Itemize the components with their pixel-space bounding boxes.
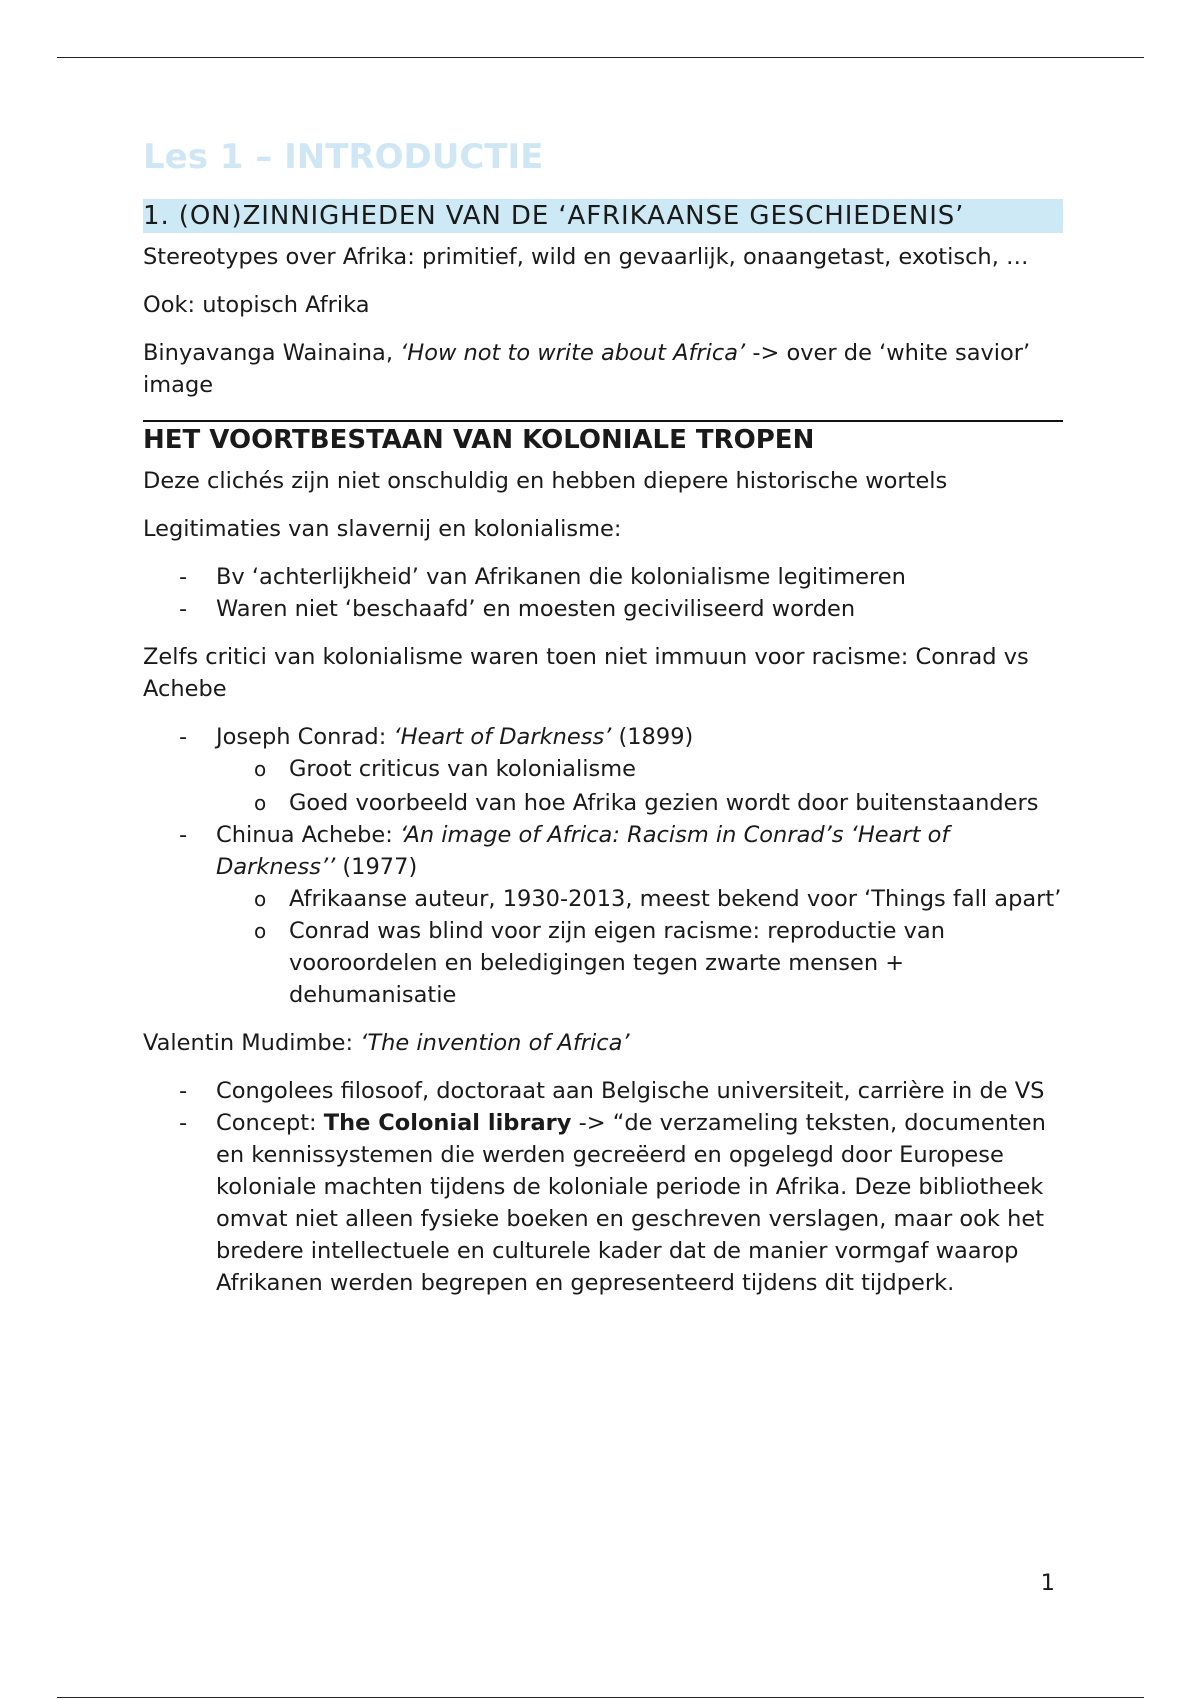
paragraph-mudimbe: Valentin Mudimbe: ‘The invention of Africa’ [143,1030,630,1056]
list-item-colonial-library: - Concept: The Colonial library -> “de verzameling teksten, documenten en kennissystemen die werden gecreëerd en opgelegd door Europese koloniale machten tijdens de koloniale periode in Afrika. Deze bibliotheek omvat niet alleen fysieke boeken en geschreven verslagen, maar ook het bredere intellectuele en culturele kader dat de manier vormgaf waarop Afrikanen werden begrepen en gepresenteerd tijdens dit tijdperk. [179,1110,1046,1296]
header-rule [57,57,1144,58]
sublist-item: o Groot criticus van kolonialisme [254,756,636,782]
list-legitimaties [143,561,1063,625]
sublist-item: o Goed voorbeeld van hoe Afrika gezien wordt door buitenstaanders [254,790,1039,816]
list-conrad-achebe [143,721,1063,1011]
page-number: 1 [1040,1570,1055,1596]
paragraph-cliches: Deze clichés zijn niet onschuldig en hebben diepere historische wortels [143,468,948,494]
list-item: - Bv ‘achterlijkheid’ van Afrikanen die kolonialisme legitimeren [179,564,906,590]
section-heading-2: HET VOORTBESTAAN VAN KOLONIALE TROPEN [143,420,1063,457]
list-mudimbe [143,1075,1063,1299]
sublist-item: o Conrad was blind voor zijn eigen racisme: reproductie van vooroordelen en beledigingen tegen zwarte mensen + dehumanisatie [254,918,945,1008]
paragraph-stereotypes: Stereotypes over Afrika: primitief, wild en gevaarlijk, onaangetast, exotisch, … [143,244,1029,270]
paragraph-critici: Zelfs critici van kolonialisme waren toen niet immuun voor racisme: Conrad vs Achebe [143,644,1029,702]
list-item-achebe: - Chinua Achebe: ‘An image of Africa: Racism in Conrad’s ‘Heart of Darkness’’ (1977) o Afrikaanse auteur, 1930-2013, meest bekend voor ‘Things fall apart’ o Conrad was blind voor zijn eigen racisme: reproductie van vooroordelen en beledigingen tegen zwarte mensen + dehumanisatie [143,819,1063,1011]
document-body [143,135,1063,1315]
sublist-conrad [216,753,1063,819]
footer-rule [57,1697,1144,1698]
paragraph-wainaina: Binyavanga Wainaina, ‘How not to write about Africa’ -> over de ‘white savior’ image [143,340,1031,398]
paragraph-legitimaties: Legitimaties van slavernij en kolonialisme: [143,516,622,542]
sublist-achebe [216,883,1063,1011]
sublist-item: o Afrikaanse auteur, 1930-2013, meest bekend voor ‘Things fall apart’ [254,886,1062,912]
list-item: - Congolees filosoof, doctoraat aan Belgische universiteit, carrière in de VS [179,1078,1045,1104]
section-heading-1: 1. (ON)ZINNIGHEDEN VAN DE ‘AFRIKAANSE GESCHIEDENIS’ [143,199,1063,233]
paragraph-utopisch: Ook: utopisch Afrika [143,292,370,318]
list-item: - Waren niet ‘beschaafd’ en moesten geciviliseerd worden [179,596,856,622]
list-item-conrad: - Joseph Conrad: ‘Heart of Darkness’ (1899) o Groot criticus van kolonialisme o Goed voorbeeld van hoe Afrika gezien wordt door buitenstaanders [143,721,1063,819]
page-title: Les 1 – INTRODUCTIE [143,137,544,177]
